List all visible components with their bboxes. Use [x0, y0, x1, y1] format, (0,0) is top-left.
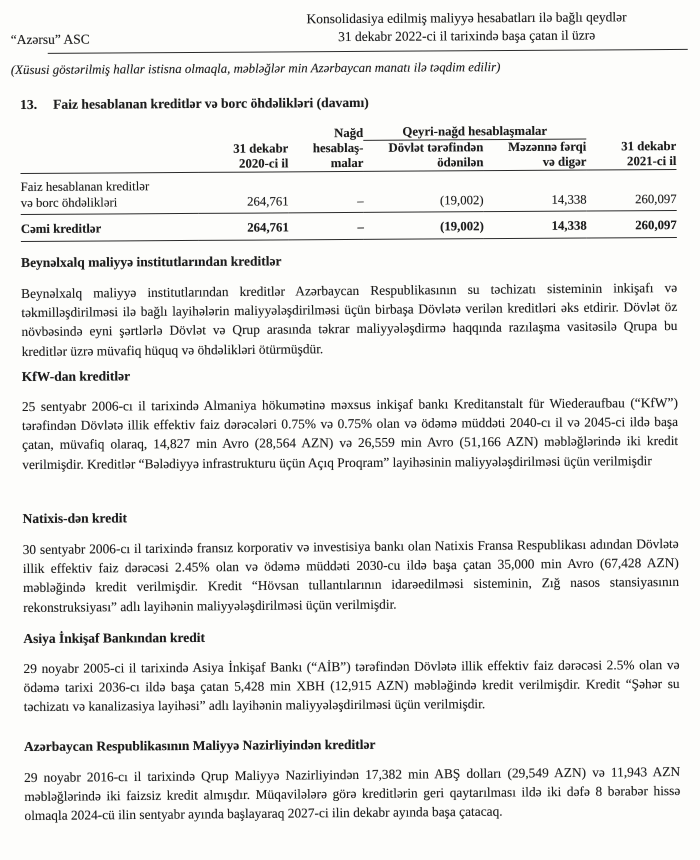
column-header-cash-top: Nağd — [334, 125, 364, 140]
cell-value: 260,097 — [587, 211, 677, 239]
cell-value: 14,338 — [484, 211, 587, 239]
cell-value: – — [289, 212, 364, 239]
cell-value: 14,338 — [483, 170, 586, 212]
company-name: “Azərsu” ASC — [10, 31, 90, 48]
section-heading-kfw: KfW-dan kreditlər — [21, 368, 131, 385]
header-divider — [48, 49, 688, 54]
row-label: Faiz hesablanan kreditlər və borc öhdəlikləri — [20, 172, 198, 214]
column-header-cash-bottom: hesablaş- malar — [288, 140, 363, 171]
cell-value: 264,761 — [199, 213, 289, 241]
column-header-fx-other: Məzənnə fərqi və digər — [483, 139, 586, 171]
table-row-loans — [20, 170, 676, 215]
section-paragraph-adb: 29 noyabr 2005-ci il tarixində Asiya İnkişaf Bankı (“AİB”) tərəfindən Dövlətə illik effektiv faiz dərəcəsi 2.5% olan və ödəmə tarixi 2036-cı ildə başa çatan 5,428 min XBH (12,915 AZN) məbləğində kredit verilmişdir. Kredit “Şəhər su təchizatı və kanalizasiya layihəsi” adlı layihənin maliyyələşdirilməsi üçün verilmişdir. — [23, 656, 680, 715]
currency-note: (Xüsusi göstərilmiş hallar istisna olmaqla, məbləğlər min Azərbaycan manatı ilə təqdim edilir) — [10, 60, 501, 78]
section-paragraph-kfw: 25 sentyabr 2006-cı il tarixində Almaniya hökumətinə məxsus inkişaf bankı Kreditanstalt für Wiederaufbau (“KfW”) tərəfindən Dövlətə illik effektiv faiz dərəcələri 0.75% və 0.75% olan və ödəmə müddəti 2040-cı il və 2045-ci ildə başa çatan, müvafiq olaraq, 14,827 min Avro (28,564 AZN) və 26,559 min Avro (51,166 AZN) məbləğlərində iki kredit verilmişdir. Kreditlər “Bələdiyyə infrastrukturu üçün Açıq Proqram” layihəsinin maliyyələşdirilməsi üçün verilmişdir — [21, 394, 679, 472]
empty-cell — [20, 141, 198, 173]
report-header — [243, 8, 689, 47]
report-header-line2: 31 dekabr 2022-ci il tarixində başa çatan il üzrə — [338, 27, 596, 45]
table-total-row — [21, 211, 677, 242]
section-heading-natixis: Natixis-dən kredit — [22, 510, 128, 527]
section-paragraph-finance-ministry: 29 noyabr 2016-cı il tarixində Qrup Maliyyə Nazirliyindən 17,382 min ABŞ dolları (29,549 AZN) və 11,943 AZN məbləğlərində iki faizsiz kredit almışdır. Müqavilələrə görə kreditlərin geri qaytarılması ildə iki dəfə 8 bərabər hissə olmaqla 2024-cü ilin sentyabr ayında başlayaraq 2027-ci ilin dekabr ayında başa çatacaq. — [24, 763, 681, 824]
section-title — [20, 95, 369, 113]
column-header-2021: 31 dekabr 2021-ci il — [586, 139, 676, 171]
section-title-text: Faiz hesablanan kreditlər və borc öhdəlikləri (davamı) — [53, 94, 369, 112]
section-heading-adb: Asiya İnkişaf Bankından kredit — [23, 629, 206, 646]
column-group-header-noncash: Qeyri-nağd hesablaşmalar — [363, 124, 586, 141]
table-column-header-row — [20, 139, 676, 174]
section-paragraph-international: Beynəlxalq maliyyə institutlarından kreditlər Azərbaycan Respublikasının su təchizatı sisteminin inkişafı və təkmilləşdirilməsi ilə bağlı layihələrin maliyyələşdirilməsi üçün birbaşa Dövlətə verilən kreditləri əks etdirir. Dövlət öz növbəsində eyni şərtlərlə Dövlət və Qrup arasında təkrar maliyyələşdirmə haqqında razılaşma vasitəsilə Qrupa bu kreditlər üzrə müvafiq hüquq və öhdəlikləri ötürmüşdür. — [21, 279, 678, 359]
cell-value: 260,097 — [586, 170, 676, 212]
section-heading-international: Beynəlxalq maliyyə institutlarından kreditlər — [20, 253, 282, 271]
cell-value: – — [288, 171, 363, 212]
cell-value: 264,761 — [198, 172, 288, 214]
empty-cell — [586, 123, 676, 139]
empty-cell — [20, 126, 198, 143]
section-heading-finance-ministry: Azərbaycan Respublikasının Maliyyə Nazirliyindən kreditlər — [23, 736, 376, 754]
cell-value: (19,002) — [364, 212, 484, 240]
total-row-label: Cəmi kreditlər — [21, 213, 199, 241]
empty-cell — [198, 125, 288, 141]
loans-reconciliation-table — [20, 123, 677, 242]
report-header-line1: Konsolidasiya edilmiş maliyyə hesabatları ilə bağlı qeydlər — [306, 9, 627, 27]
column-header-state-paid: Dövlət tərəfindən ödənilən — [363, 140, 483, 172]
section-paragraph-natixis: 30 sentyabr 2006-cı il tarixində fransız korporativ və investisiya bankı olan Natixis Fransa Respublikası adından Dövlətə illik effektiv faiz dərəcəsi 2.45% olan və ödəmə müddəti 2030-cu ildə başa çatan 35,000 min Avro (67,428 AZN) məbləğində kredit verilmişdir. Kredit “Hövsan tullantılarının idarəedilməsi sisteminin, Zığ nasos stansiyasının rekonstruksiyası” adlı layihənin maliyyələşdirilməsi üçün verilmişdir. — [22, 535, 680, 615]
cell-value: (19,002) — [363, 171, 483, 213]
column-header-2020: 31 dekabr 2020-ci il — [198, 141, 288, 173]
section-number: 13. — [20, 96, 38, 113]
